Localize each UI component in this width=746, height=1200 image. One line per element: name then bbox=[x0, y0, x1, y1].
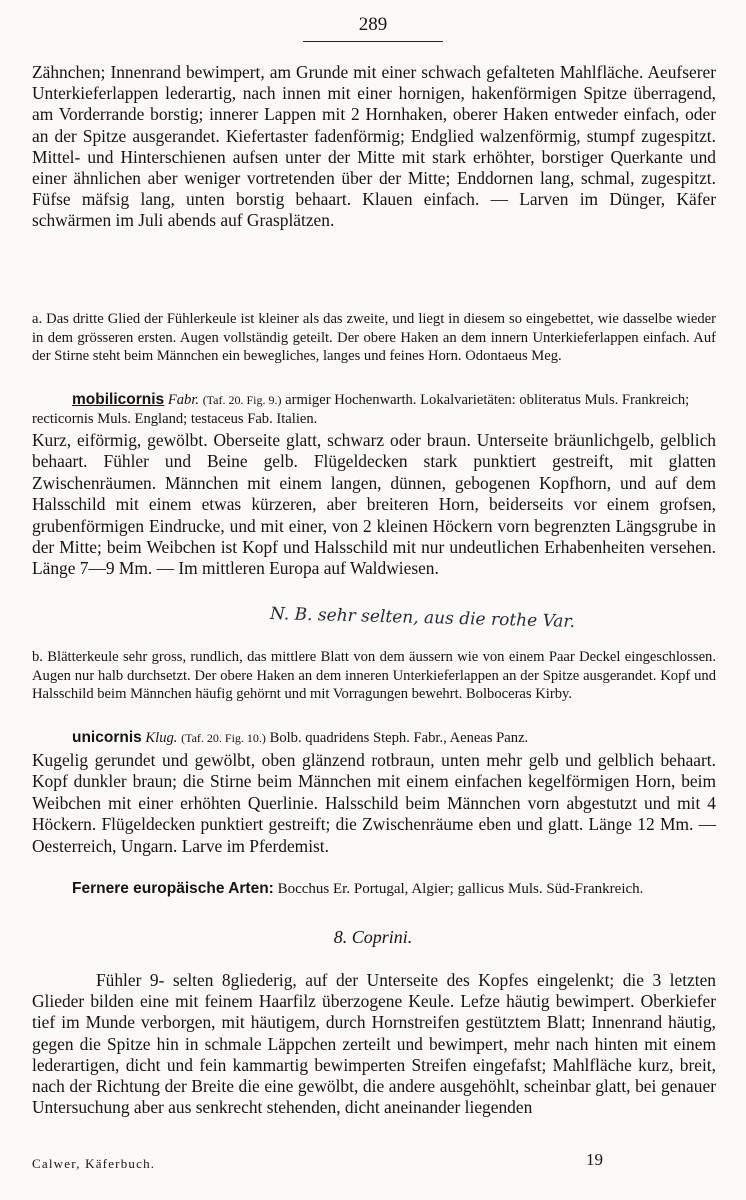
handwritten-annotation: N. B. sehr selten, aus die rothe Var. bbox=[269, 604, 576, 632]
further-species-label: Fernere europäische Arten: bbox=[72, 880, 274, 897]
further-species bbox=[32, 880, 716, 899]
species-name: mobilicornis bbox=[72, 391, 165, 408]
species-entry-mobilicornis bbox=[32, 390, 716, 429]
further-species-text: Bocchus Er. Portugal, Algier; gallicus Muls. Süd-Frankreich. bbox=[277, 881, 644, 897]
page-number: 289 bbox=[358, 14, 388, 35]
header-rule bbox=[303, 41, 443, 42]
note-a: a. Das dritte Glied der Fühlerkeule ist kleiner als das zweite, und liegt in diesem so eingebettet, wie dasselbe wieder in dem grösseren ersten. Augen vollständig geteilt. Der obere Haken an dem innern Unterkieferlappen einfach. Auf der Stirne steht beim Männchen ein bewegliches, langes und feines Horn. Odontaeus Meg. bbox=[32, 311, 716, 365]
signature-number: 19 bbox=[586, 1150, 603, 1169]
section-paragraph: Fühler 9- selten 8gliederig, auf der Unterseite des Kopfes eingelenkt; die 3 letzten Glieder bilden eine mit feinem Haarfilz überzogene Keule. Lefze häutig bewimpert. Oberkiefer tief im Munde verborgen, mit häutigem, durch Hornstreifen gestütztem Blatt; Innenrand häutig, gegen die Spitze hin in schmale Läppchen zerteilt und bewimpert, mehr nach hinten mit einem lederartigen, dicht und fein kammartig bewimperten Streifen eingefafst; Mahlfläche kurz, breit, nach der Richtung der Breite die eine gewölbt, die andere ausgehöhlt, scheinbar glatt, bei genauer Untersuchung aber aus senkrecht stehenden, dicht aneinander liegenden bbox=[32, 970, 716, 1118]
species-entry-unicornis bbox=[32, 728, 716, 748]
species-synonyms: Bolb. quadridens Steph. Fabr., Aeneas Panz. bbox=[269, 730, 529, 746]
species-author: Klug. bbox=[145, 730, 178, 746]
plate-reference: (Taf. 20. Fig. 9.) bbox=[202, 393, 282, 407]
section-heading: 8. Coprini. bbox=[333, 927, 413, 947]
species-description-mobilicornis: Kurz, eiförmig, gewölbt. Oberseite glatt, schwarz oder braun. Unterseite bräunlichgelb, gelblich behaart. Fühler und Beine gelb. Flügeldecken stark punktiert gestreift, mit glatten Zwischenräumen. Männchen mit einem langen, dünnen, gebogenen Kopfhorn, und auf dem Halsschild mit einem etwas kürzeren, aber breiteren Horn, beiderseits vor einem grofsen, grubenförmigen Eindrucke, und mit einer, von 2 kleinen Höckern vorn begrenzten Längsgrube in der Mitte; beim Weibchen ist Kopf und Halsschild mit nur undeutlichen Erhabenheiten versehen. Länge 7—9 Mm. — Im mittleren Europa auf Waldwiesen. bbox=[32, 430, 716, 579]
species-synonyms: armiger Hochenwarth. Lokalvarietäten: obliteratus Muls. Frankreich; recticornis Muls. England; testaceus Fab. Italien. bbox=[32, 392, 690, 427]
species-description-unicornis: Kugelig gerundet und gewölbt, oben glänzend rotbraun, unten mehr gelb und gelblich behaart. Kopf dunkler braun; die Stirne beim Männchen mit einem einfachen kegelförmigen Horn, beim Weibchen mit einer erhöhten Querlinie. Halsschild beim Männchen vorn abgestutzt und mit 4 Höckern. Flügeldecken punktiert gestreift; die Zwischenräume eben und glatt. Länge 12 Mm. — Oesterreich, Ungarn. Larve im Pferdemist. bbox=[32, 750, 716, 856]
species-author: Fabr. bbox=[167, 392, 200, 408]
species-name: unicornis bbox=[72, 729, 142, 746]
intro-paragraph: Zähnchen; Innenrand bewimpert, am Grunde mit einer schwach gefalteten Mahlfläche. Aeufserer Unterkieferlappen lederartig, nach innen mit einer hornigen, hakenförmigen Spitze überragend, am Vorderrande borstig; innerer Lappen mit 2 Hornhaken, oberer Haken entweder einfach, oder an der Spitze ausgerandet. Kiefertaster fadenförmig; Endglied walzenförmig, stumpf zugespitzt. Mittel- und Hinterschienen aufsen unter der Mitte mit stark erhöhter, borstiger Querkante und einer ähnlichen aber weniger vortretenden über der Mitte; Enddornen lang, schmal, zugespitzt. Füfse mäfsig lang, unten borstig behaart. Klauen einfach. — Larven im Dünger, Käfer schwärmen im Juli abends auf Grasplätzen. bbox=[32, 62, 716, 231]
note-b: b. Blätterkeule sehr gross, rundlich, das mittlere Blatt von dem äussern wie von einem Paar Deckel eingeschlossen. Augen nur halb durchsetzt. Der obere Haken an dem inneren Unterkieferlappen an der Spitze ausgerandet. Kopf und Halsschild beim Männchen häufig gehörnt und mit Vorragungen bewehrt. Bolboceras Kirby. bbox=[32, 649, 716, 703]
footer-publisher: Calwer, Käferbuch. bbox=[32, 1156, 156, 1171]
plate-reference: (Taf. 20. Fig. 10.) bbox=[181, 731, 266, 745]
